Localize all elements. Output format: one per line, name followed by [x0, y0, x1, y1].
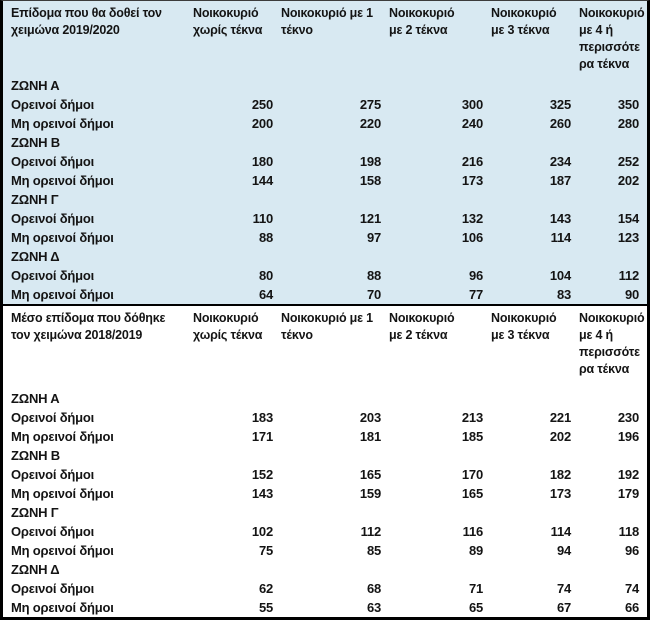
column-header-4plus-children: Νοικοκυριό με 4 ή περισσότερα τέκνα	[579, 6, 645, 71]
value-cell: 220	[359, 116, 381, 131]
value-cell: 196	[617, 429, 639, 444]
header-row-2018-2019	[3, 306, 647, 389]
table-row	[3, 465, 647, 484]
value-cell: 71	[468, 581, 483, 596]
column-header-3-children: Νοικοκυριό με 3 τέκνα	[491, 311, 557, 342]
value-cell: 94	[556, 543, 571, 558]
row-label: Μη ορεινοί δήμοι	[11, 429, 114, 444]
value-cell: 240	[461, 116, 483, 131]
row-label: Μη ορεινοί δήμοι	[11, 116, 114, 131]
table-row	[3, 427, 647, 446]
table-row	[3, 171, 647, 190]
value-cell: 159	[359, 486, 381, 501]
value-cell: 80	[258, 268, 273, 283]
row-label: Μη ορεινοί δήμοι	[11, 287, 114, 302]
table-row	[3, 598, 647, 617]
value-cell: 171	[251, 429, 273, 444]
section-title-2018-2019: Μέσο επίδομα που δόθηκε τον χειμώνα 2018/2019	[11, 311, 166, 342]
value-cell: 158	[359, 173, 381, 188]
value-cell: 198	[359, 154, 381, 169]
section-2018-2019	[3, 306, 647, 617]
value-cell: 96	[468, 268, 483, 283]
value-cell: 187	[549, 173, 571, 188]
zone-row	[3, 76, 647, 95]
value-cell: 70	[366, 287, 381, 302]
value-cell: 74	[624, 581, 639, 596]
value-cell: 203	[359, 410, 381, 425]
section-2019-2020	[3, 1, 647, 306]
column-header-4plus-children: Νοικοκυριό με 4 ή περισσότερα τέκνα	[579, 311, 645, 376]
zone-row	[3, 389, 647, 408]
value-cell: 185	[461, 429, 483, 444]
table-row	[3, 579, 647, 598]
row-label: Μη ορεινοί δήμοι	[11, 173, 114, 188]
value-cell: 280	[617, 116, 639, 131]
row-label: Ορεινοί δήμοι	[11, 581, 95, 596]
value-cell: 350	[617, 97, 639, 112]
value-cell: 112	[360, 524, 381, 539]
value-cell: 121	[359, 211, 381, 226]
value-cell: 64	[258, 287, 273, 302]
value-cell: 179	[617, 486, 639, 501]
value-cell: 221	[549, 410, 571, 425]
zone-row	[3, 190, 647, 209]
value-cell: 74	[556, 581, 571, 596]
value-cell: 192	[617, 467, 639, 482]
value-cell: 88	[258, 230, 273, 245]
value-cell: 275	[359, 97, 381, 112]
column-header-no-children: Νοικοκυριό χωρίς τέκνα	[193, 311, 263, 342]
value-cell: 173	[549, 486, 571, 501]
table-row	[3, 209, 647, 228]
value-cell: 216	[461, 154, 483, 169]
row-label: Μη ορεινοί δήμοι	[11, 600, 114, 615]
value-cell: 110	[252, 211, 273, 226]
table-row	[3, 266, 647, 285]
value-cell: 183	[251, 410, 273, 425]
value-cell: 260	[549, 116, 571, 131]
value-cell: 132	[461, 211, 483, 226]
value-cell: 75	[258, 543, 273, 558]
zone-label: ΖΩΝΗ Α	[11, 391, 60, 406]
value-cell: 230	[617, 410, 639, 425]
row-label: Ορεινοί δήμοι	[11, 211, 95, 226]
value-cell: 123	[617, 230, 639, 245]
table-row	[3, 95, 647, 114]
zone-label: ΖΩΝΗ Γ	[11, 505, 59, 520]
row-label: Ορεινοί δήμοι	[11, 524, 95, 539]
row-label: Ορεινοί δήμοι	[11, 97, 95, 112]
row-label: Ορεινοί δήμοι	[11, 154, 95, 169]
value-cell: 96	[624, 543, 639, 558]
zone-label: ΖΩΝΗ Δ	[11, 562, 60, 577]
value-cell: 68	[366, 581, 381, 596]
value-cell: 89	[468, 543, 483, 558]
value-cell: 234	[549, 154, 571, 169]
zone-row	[3, 503, 647, 522]
zone-row	[3, 446, 647, 465]
value-cell: 85	[366, 543, 381, 558]
section-title-2019-2020: Επίδομα που θα δοθεί τον χειμώνα 2019/2020	[11, 6, 162, 37]
value-cell: 65	[468, 600, 483, 615]
table-row	[3, 228, 647, 247]
zone-label: ΖΩΝΗ Γ	[11, 192, 59, 207]
value-cell: 213	[461, 410, 483, 425]
value-cell: 77	[468, 287, 483, 302]
value-cell: 143	[251, 486, 273, 501]
column-header-3-children: Νοικοκυριό με 3 τέκνα	[491, 6, 557, 37]
value-cell: 67	[556, 600, 571, 615]
value-cell: 202	[617, 173, 639, 188]
table-row	[3, 541, 647, 560]
value-cell: 252	[617, 154, 639, 169]
column-header-1-child: Νοικοκυριό με 1 τέκνο	[281, 6, 373, 37]
value-cell: 181	[359, 429, 381, 444]
zone-label: ΖΩΝΗ Β	[11, 448, 60, 463]
value-cell: 165	[359, 467, 381, 482]
value-cell: 170	[461, 467, 483, 482]
value-cell: 143	[549, 211, 571, 226]
value-cell: 55	[258, 600, 273, 615]
value-cell: 88	[366, 268, 381, 283]
value-cell: 250	[251, 97, 273, 112]
zone-row	[3, 247, 647, 266]
zone-label: ΖΩΝΗ Α	[11, 78, 60, 93]
value-cell: 114	[550, 230, 571, 245]
value-cell: 200	[251, 116, 273, 131]
row-label: Ορεινοί δήμοι	[11, 467, 95, 482]
value-cell: 118	[618, 524, 639, 539]
value-cell: 180	[251, 154, 273, 169]
value-cell: 66	[624, 600, 639, 615]
value-cell: 202	[549, 429, 571, 444]
value-cell: 90	[624, 287, 639, 302]
row-label: Μη ορεινοί δήμοι	[11, 486, 114, 501]
column-header-2-children: Νοικοκυριό με 2 τέκνα	[389, 6, 455, 37]
column-header-1-child: Νοικοκυριό με 1 τέκνο	[281, 311, 373, 342]
table-row	[3, 522, 647, 541]
value-cell: 300	[461, 97, 483, 112]
value-cell: 112	[618, 268, 639, 283]
column-header-2-children: Νοικοκυριό με 2 τέκνα	[389, 311, 455, 342]
value-cell: 102	[251, 524, 273, 539]
table-row	[3, 484, 647, 503]
zone-label: ΖΩΝΗ Β	[11, 135, 60, 150]
value-cell: 182	[549, 467, 571, 482]
zone-label: ΖΩΝΗ Δ	[11, 249, 60, 264]
table-row	[3, 285, 647, 304]
table-row	[3, 408, 647, 427]
row-label: Μη ορεινοί δήμοι	[11, 543, 114, 558]
value-cell: 325	[549, 97, 571, 112]
value-cell: 116	[462, 524, 483, 539]
value-cell: 106	[461, 230, 483, 245]
table-row	[3, 152, 647, 171]
value-cell: 152	[251, 467, 273, 482]
value-cell: 63	[366, 600, 381, 615]
value-cell: 83	[556, 287, 571, 302]
value-cell: 173	[461, 173, 483, 188]
header-row-2019-2020	[3, 1, 647, 76]
row-label: Μη ορεινοί δήμοι	[11, 230, 114, 245]
value-cell: 114	[550, 524, 571, 539]
row-label: Ορεινοί δήμοι	[11, 410, 95, 425]
row-label: Ορεινοί δήμοι	[11, 268, 95, 283]
value-cell: 62	[258, 581, 273, 596]
value-cell: 154	[617, 211, 639, 226]
value-cell: 144	[251, 173, 273, 188]
value-cell: 165	[461, 486, 483, 501]
table-row	[3, 114, 647, 133]
column-header-no-children: Νοικοκυριό χωρίς τέκνα	[193, 6, 263, 37]
zone-row	[3, 133, 647, 152]
value-cell: 104	[549, 268, 571, 283]
value-cell: 97	[366, 230, 381, 245]
zone-row	[3, 560, 647, 579]
